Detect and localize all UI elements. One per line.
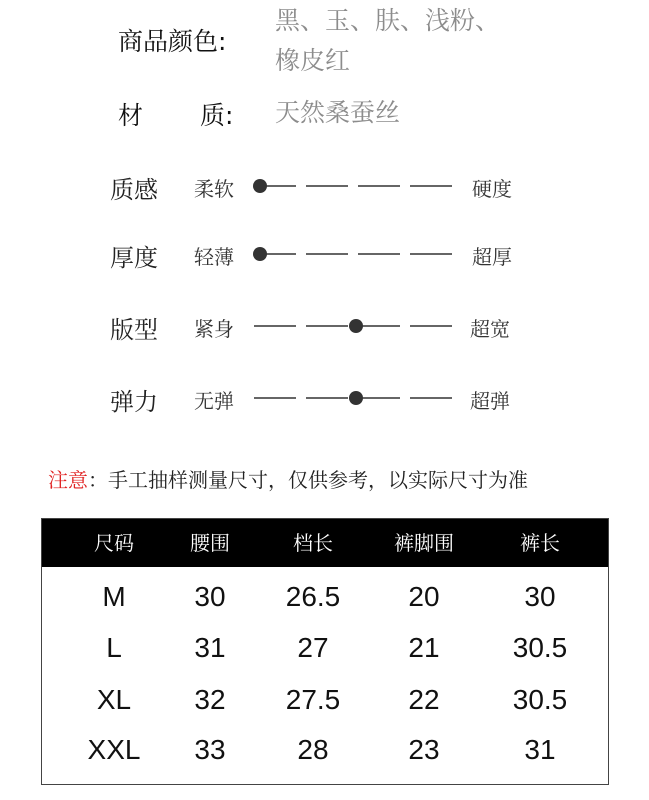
attribute-min-label: 无弹 (194, 389, 234, 413)
attribute-max-label: 超厚 (472, 245, 512, 269)
attribute-max-label: 超宽 (470, 317, 510, 341)
attribute-max-label: 硬度 (472, 177, 512, 201)
note-text: ：手工抽样测量尺寸，仅供参考，以实际尺寸为准 (88, 468, 528, 492)
color-value-line2: 橡皮红 (275, 46, 351, 75)
material-value: 天然桑蚕丝 (275, 98, 401, 127)
color-label: 商品颜色: (118, 27, 227, 56)
cell-waist: 30 (194, 581, 226, 612)
cell-waist: 33 (194, 734, 226, 765)
cell-leg-opening: 21 (408, 632, 440, 663)
cell-size: XXL (87, 734, 141, 765)
header-rise: 档长 (293, 531, 333, 555)
material-label-second-char: 质: (200, 101, 234, 130)
header-length: 裤长 (520, 531, 560, 555)
attribute-name: 弹力 (110, 388, 158, 416)
cell-length: 30.5 (512, 684, 568, 715)
scale-marker-dot (253, 247, 267, 261)
cell-leg-opening: 23 (408, 734, 440, 765)
size-table (41, 518, 609, 785)
attribute-min-label: 轻薄 (194, 245, 234, 269)
cell-rise: 28 (297, 734, 329, 765)
attribute-scale (254, 388, 464, 408)
cell-length: 30 (524, 581, 556, 612)
header-waist: 腰围 (190, 531, 230, 555)
attribute-max-label: 超弹 (470, 389, 510, 413)
cell-size: L (106, 632, 122, 663)
cell-leg-opening: 22 (408, 684, 440, 715)
scale-marker-dot (349, 319, 363, 333)
header-leg-opening: 裤脚围 (394, 531, 454, 555)
cell-rise: 26.5 (285, 581, 341, 612)
attribute-scale (254, 176, 464, 196)
material-label-first-char: 材 (118, 101, 144, 130)
scale-marker-dot (349, 391, 363, 405)
size-table-header (42, 519, 608, 567)
measurement-note (48, 464, 528, 493)
cell-waist: 31 (194, 632, 226, 663)
attribute-name: 版型 (110, 316, 158, 344)
cell-waist: 32 (194, 684, 226, 715)
cell-length: 31 (524, 734, 556, 765)
scale-marker-dot (253, 179, 267, 193)
cell-leg-opening: 20 (408, 581, 440, 612)
attribute-name: 质感 (110, 176, 158, 204)
attribute-min-label: 紧身 (194, 317, 234, 341)
attribute-name: 厚度 (110, 244, 158, 272)
note-prefix: 注意 (48, 468, 88, 492)
cell-length: 30.5 (512, 632, 568, 663)
color-value-line1: 黑、玉、肤、浅粉、 (275, 6, 501, 35)
attribute-scale (254, 244, 464, 264)
attribute-scale (254, 316, 464, 336)
cell-rise: 27 (297, 632, 329, 663)
cell-rise: 27.5 (285, 684, 341, 715)
header-size: 尺码 (94, 531, 134, 555)
cell-size: M (102, 581, 126, 612)
cell-size: XL (96, 684, 132, 715)
attribute-min-label: 柔软 (194, 177, 234, 201)
